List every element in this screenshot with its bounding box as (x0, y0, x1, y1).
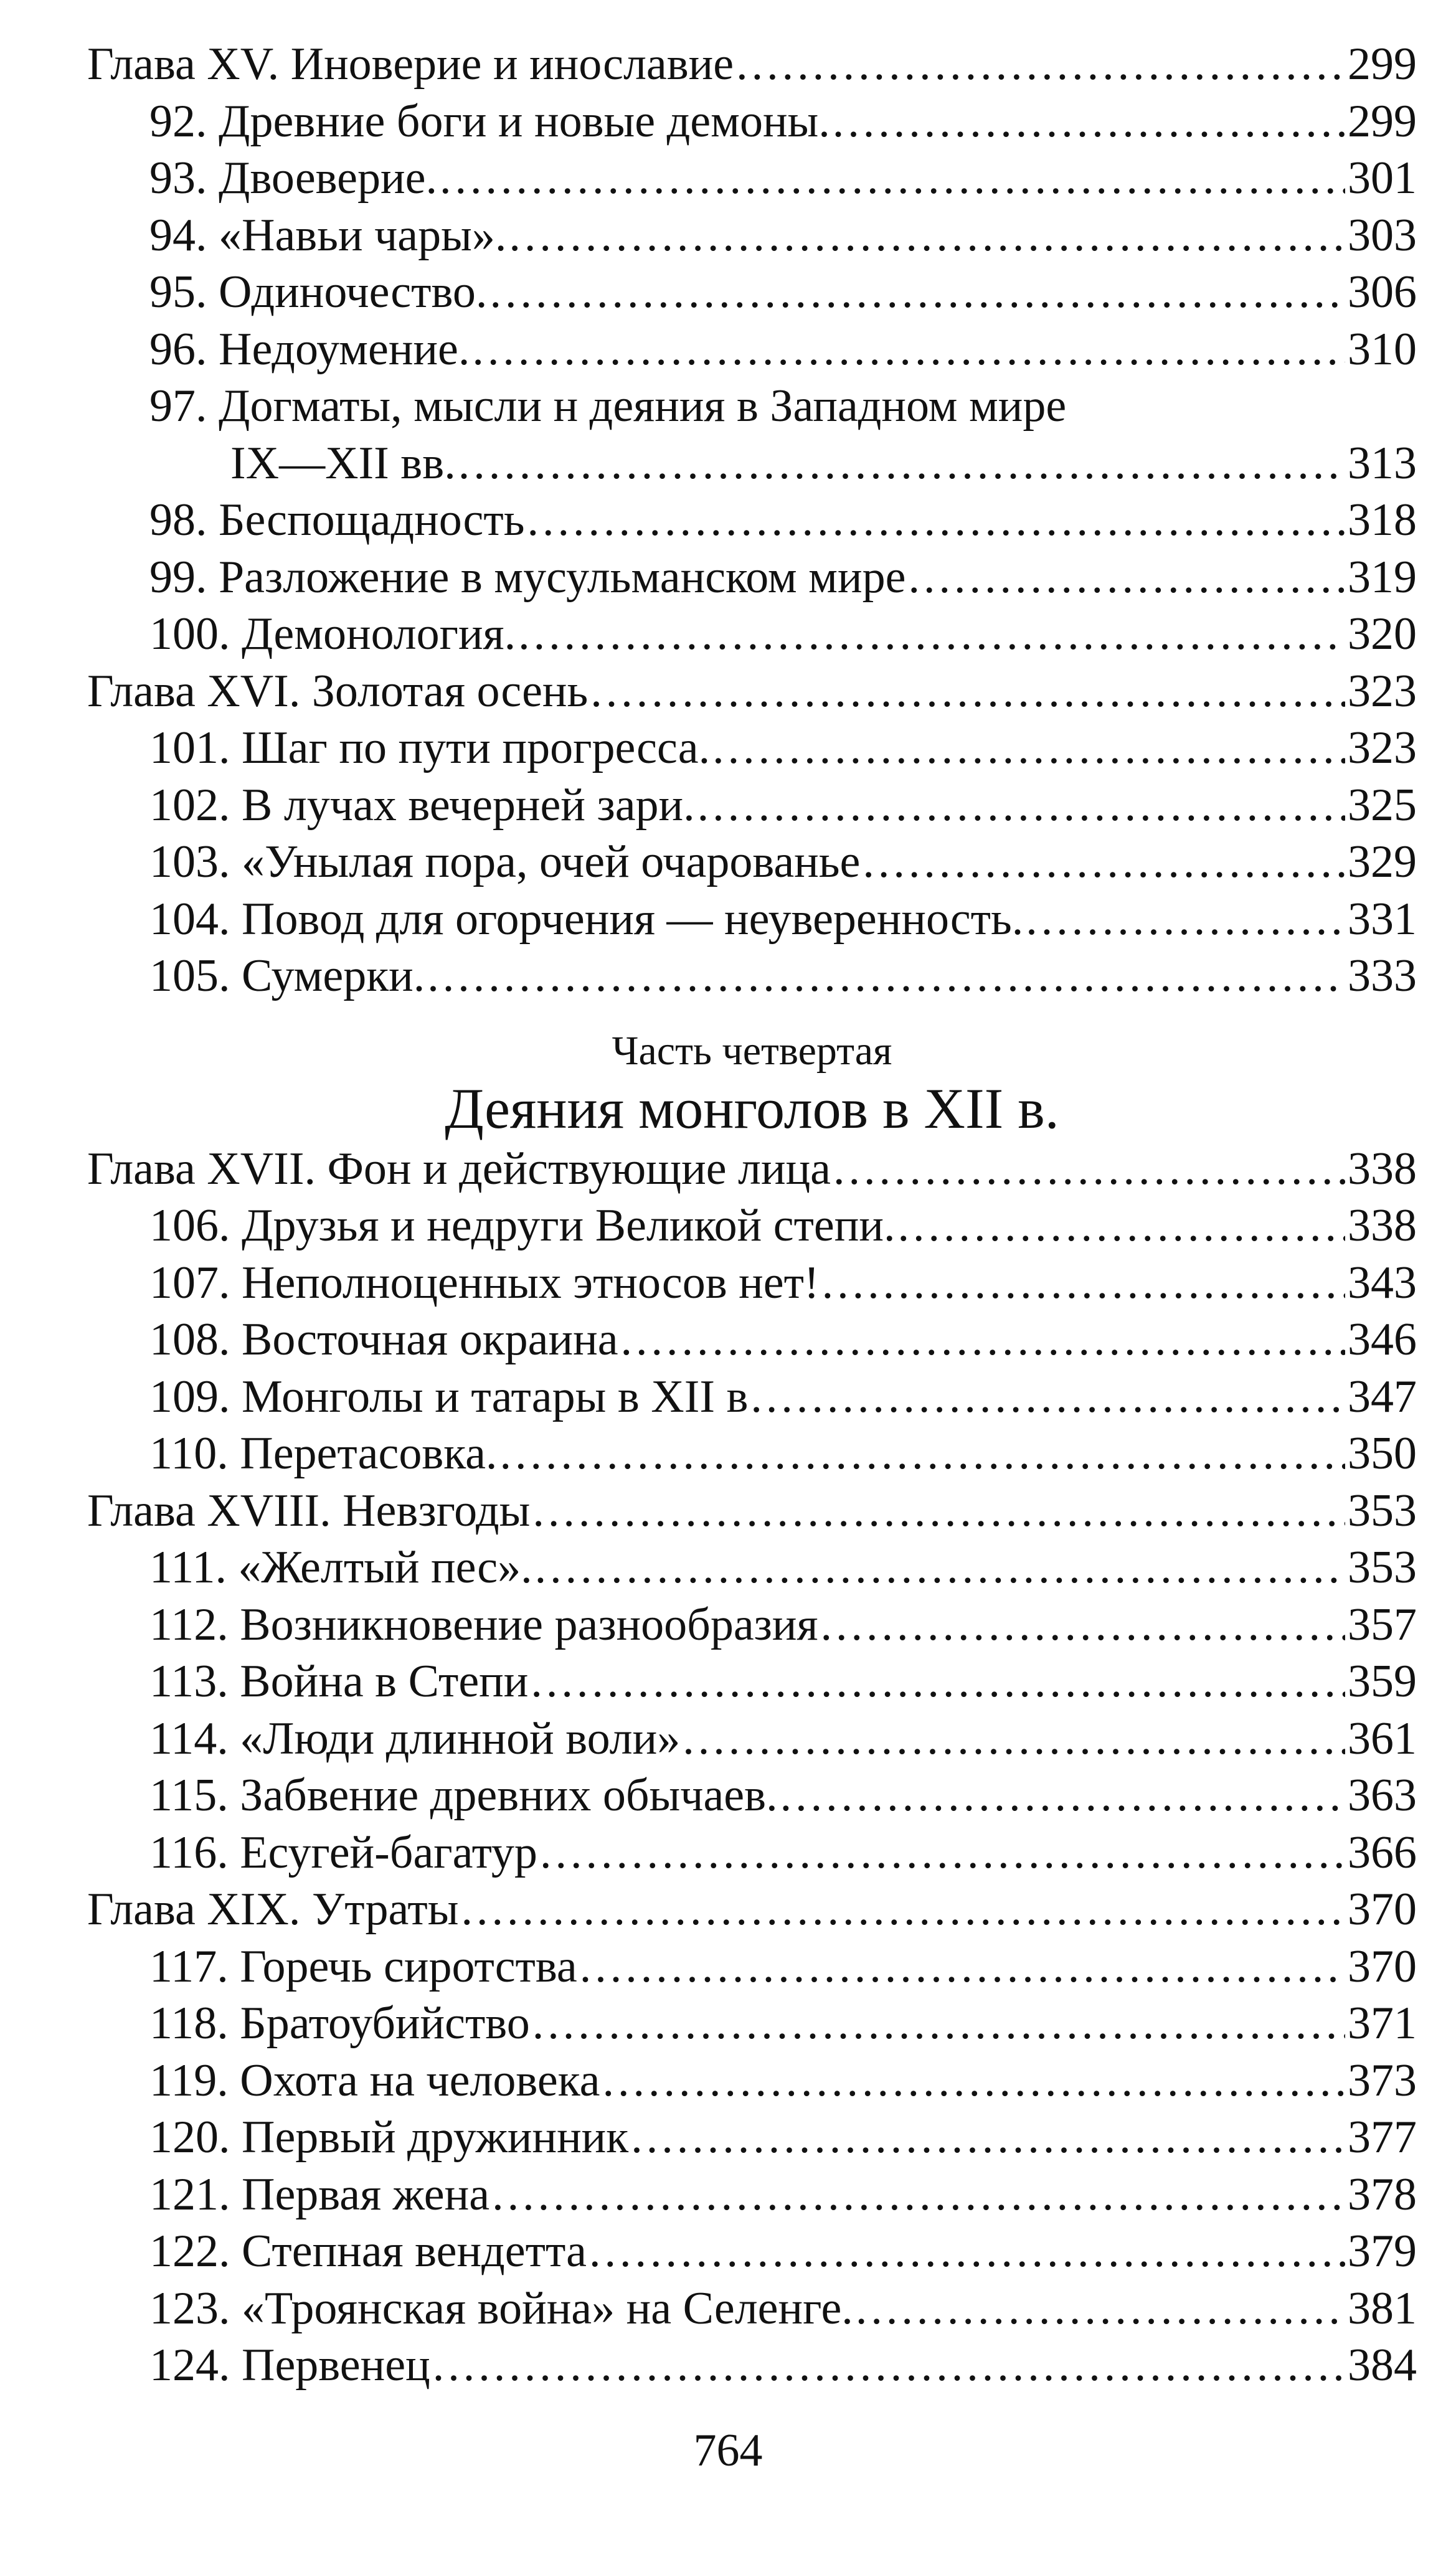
toc-entry-page: 303 (1348, 209, 1417, 261)
toc-section-entry (87, 2223, 1417, 2281)
dot-leader (532, 1483, 1345, 1540)
toc-section-entry (87, 1312, 1417, 1369)
dot-leader (631, 2109, 1345, 2167)
dot-leader (750, 1369, 1345, 1426)
toc-entry-page: 384 (1348, 2340, 1417, 2391)
toc-entry-title-line2: IX—XII вв. (230, 437, 456, 489)
toc-entry-page: 338 (1348, 1143, 1417, 1194)
dot-leader (697, 777, 1345, 834)
toc-entry-title: 119. Охота на человека (149, 2054, 600, 2106)
toc-entry-page: 320 (1348, 608, 1417, 659)
dot-leader (856, 2281, 1345, 2338)
toc-entry-page: 329 (1348, 836, 1417, 887)
dot-leader (527, 492, 1345, 549)
toc-entry-page: 338 (1348, 1200, 1417, 1251)
toc-entry-title: 123. «Троянская война» на Селенге. (149, 2282, 853, 2334)
toc-entry-title: 112. Возникновение разнообразия (149, 1599, 818, 1650)
toc-entry-page: 323 (1348, 665, 1417, 717)
toc-entry-title-line2-row (87, 435, 1417, 493)
toc-group-chapters-15-16 (87, 492, 1417, 1005)
dot-leader (621, 1312, 1345, 1369)
part-title: Деяния монголов в XII в. (445, 1076, 1059, 1140)
dot-leader (499, 1425, 1345, 1483)
toc-entry-title: 117. Горечь сиротства (149, 1940, 577, 1992)
toc-section-entry (87, 1198, 1417, 1255)
toc-section-entry (87, 264, 1417, 321)
toc-section-entry (87, 2167, 1417, 2224)
toc-group-part-three-end (87, 36, 1417, 378)
dot-leader (440, 150, 1345, 207)
toc-entry-title: 122. Степная вендетта (149, 2226, 587, 2277)
dot-leader (472, 321, 1345, 379)
toc-entry-title: 124. Первенец (149, 2340, 430, 2391)
toc-entry-page: 347 (1348, 1371, 1417, 1422)
toc-entry-page: 323 (1348, 722, 1417, 773)
toc-section-entry (87, 549, 1417, 607)
toc-entry-title: 104. Повод для огорчения — неуверенность. (149, 893, 1024, 945)
toc-entry-page: 381 (1348, 2282, 1417, 2334)
toc-entry-title: 120. Первый дружинник (149, 2112, 629, 2163)
dot-leader (833, 93, 1345, 151)
dot-leader (532, 1995, 1345, 2053)
dot-leader (461, 1881, 1345, 1939)
toc-section-entry (87, 1255, 1417, 1312)
toc-section-entry (87, 93, 1417, 151)
toc-entry-page: 363 (1348, 1770, 1417, 1821)
toc-section-entry (87, 777, 1417, 834)
dot-leader (712, 720, 1345, 777)
dot-leader (602, 2053, 1345, 2110)
toc-section-entry (87, 321, 1417, 379)
toc-entry-page: 373 (1348, 2054, 1417, 2106)
toc-entry-page: 353 (1348, 1542, 1417, 1593)
toc-entry-page: 310 (1348, 323, 1417, 375)
toc-entry-page: 378 (1348, 2168, 1417, 2220)
dot-leader (535, 1539, 1345, 1597)
toc-entry-page: 361 (1348, 1713, 1417, 1764)
dot-leader (540, 1825, 1345, 1882)
dot-leader (590, 663, 1345, 721)
toc-entry-title: 103. «Унылая пора, очей очарованье (149, 836, 861, 887)
toc-section-entry (87, 834, 1417, 891)
toc-entry-page: 359 (1348, 1656, 1417, 1707)
dot-leader (509, 207, 1345, 265)
toc-entry-page: 370 (1348, 1940, 1417, 1992)
toc-entry-title: 116. Есугей-багатур (149, 1827, 537, 1878)
toc-entry-title: 113. Война в Степи (149, 1656, 529, 1707)
toc-chapter-entry (87, 1881, 1417, 1939)
toc-group-part-four (87, 1141, 1417, 2394)
toc-section-entry (87, 1825, 1417, 1882)
toc-section-entry (87, 2053, 1417, 2110)
toc-entry-page: 299 (1348, 95, 1417, 147)
dot-leader (683, 1711, 1345, 1768)
toc-entry-title: 106. Друзья и недруги Великой степи. (149, 1200, 896, 1251)
toc-section-entry (87, 948, 1417, 1005)
toc-entry-title: 108. Восточная окраина (149, 1314, 618, 1365)
toc-entry-page: 325 (1348, 779, 1417, 831)
toc-entry-page: 379 (1348, 2226, 1417, 2277)
toc-entry-title-line1: 97. Догматы, мысли н деяния в Западном мире (149, 381, 1067, 432)
page-number: 764 (693, 2425, 763, 2476)
toc-entry-page: 299 (1348, 39, 1417, 90)
toc-entry-page: 377 (1348, 2112, 1417, 2163)
toc-section-entry (87, 492, 1417, 549)
toc-entry-title: Глава XVI. Золотая осень (87, 665, 589, 717)
toc-entry-title: Глава XVIII. Невзгоды (87, 1485, 531, 1536)
toc-entry-title: Глава XV. Иноверие и инославие (87, 39, 734, 90)
toc-entry-page: 370 (1348, 1884, 1417, 1935)
toc-entry-title: 102. В лучах вечерней зари. (149, 779, 695, 831)
dot-leader (433, 2337, 1345, 2394)
toc-entry-page: 371 (1348, 1998, 1417, 2049)
toc-entry-title: 109. Монголы и татары в XII в (149, 1371, 749, 1422)
toc-entry-title: 95. Одиночество. (149, 267, 488, 318)
dot-leader (489, 264, 1345, 321)
toc-entry-title: 114. «Люди длинной воли» (149, 1713, 681, 1764)
toc-section-entry (87, 1767, 1417, 1825)
toc-section-entry (87, 1711, 1417, 1768)
toc-entry-page: 301 (1348, 153, 1417, 204)
dot-leader (897, 1198, 1345, 1255)
toc-entry-title: 107. Неполноценных этносов нет! (149, 1257, 820, 1308)
dot-leader (589, 2223, 1345, 2281)
toc-chapter-entry (87, 663, 1417, 721)
toc-entry-title: 111. «Желтый пес». (149, 1542, 532, 1593)
dot-leader (822, 1255, 1345, 1312)
toc-section-entry (87, 720, 1417, 777)
toc-section-entry (87, 1539, 1417, 1597)
toc-entry-page: 353 (1348, 1485, 1417, 1536)
toc-entry-page: 313 (1348, 437, 1417, 489)
toc-entry-page: 346 (1348, 1314, 1417, 1365)
toc-entry-title: 96. Недоумение. (149, 323, 470, 375)
toc-entry-title: 94. «Навьи чары». (149, 209, 507, 261)
part-label: Часть четвертая (612, 1028, 892, 1074)
dot-leader (821, 1597, 1345, 1654)
toc-entry-page: 343 (1348, 1257, 1417, 1308)
toc-section-entry (87, 2337, 1417, 2394)
toc-entry-page: 357 (1348, 1599, 1417, 1650)
toc-section-entry (87, 1597, 1417, 1654)
toc-entry-title: 110. Перетасовка. (149, 1428, 498, 1479)
toc-section-entry (87, 1995, 1417, 2053)
toc-entry-title: 99. Разложение в мусульманском мире (149, 551, 906, 603)
dot-leader (580, 1939, 1345, 1996)
toc-entry-title: 121. Первая жена (149, 2168, 490, 2220)
toc-section-entry (87, 606, 1417, 663)
toc-entry-page: 306 (1348, 267, 1417, 318)
dot-leader (1026, 891, 1345, 948)
dot-leader (492, 2167, 1345, 2224)
toc-section-entry (87, 2281, 1417, 2338)
dot-leader (863, 834, 1345, 891)
toc-entry-title: 105. Сумерки. (149, 950, 425, 1001)
toc-section-entry (87, 891, 1417, 948)
toc-entry-title: 92. Древние боги и новые демоны. (149, 95, 830, 147)
toc-section-entry (87, 1653, 1417, 1711)
toc-chapter-entry (87, 1483, 1417, 1540)
toc-entry-title: 115. Забвение древних обычаев. (149, 1770, 778, 1821)
toc-section-entry (87, 207, 1417, 265)
dot-leader (531, 1653, 1345, 1711)
dot-leader (833, 1141, 1345, 1198)
toc-entry-wrapped (87, 378, 1417, 492)
toc-entry-title: 100. Демонология. (149, 608, 516, 659)
toc-entry-page: 318 (1348, 494, 1417, 546)
toc-entry-title: 98. Беспощадность (149, 494, 525, 546)
table-of-contents (87, 36, 1417, 2394)
toc-section-entry (87, 1939, 1417, 1996)
toc-entry-page: 319 (1348, 551, 1417, 603)
toc-entry-title: 93. Двоеверие. (149, 153, 437, 204)
toc-section-entry (87, 1369, 1417, 1426)
toc-entry-title: Глава XIX. Утраты (87, 1884, 459, 1935)
toc-section-entry (87, 2109, 1417, 2167)
part-heading (87, 1026, 1417, 1141)
dot-leader (518, 606, 1345, 663)
dot-leader (780, 1767, 1345, 1825)
dot-leader (427, 948, 1345, 1005)
toc-section-entry (87, 1425, 1417, 1483)
toc-chapter-entry (87, 36, 1417, 93)
toc-entry-page: 331 (1348, 893, 1417, 945)
toc-entry-page: 333 (1348, 950, 1417, 1001)
dot-leader (908, 549, 1345, 607)
toc-section-entry (87, 150, 1417, 207)
toc-entry-page: 350 (1348, 1428, 1417, 1479)
toc-entry-page: 366 (1348, 1827, 1417, 1878)
dot-leader (458, 435, 1345, 493)
toc-entry-title: 118. Братоубийство (149, 1998, 530, 2049)
dot-leader (736, 36, 1345, 93)
toc-entry-title: 101. Шаг по пути прогресса. (149, 722, 711, 773)
toc-chapter-entry (87, 1141, 1417, 1198)
toc-entry-title: Глава XVII. Фон и действующие лица (87, 1143, 831, 1194)
